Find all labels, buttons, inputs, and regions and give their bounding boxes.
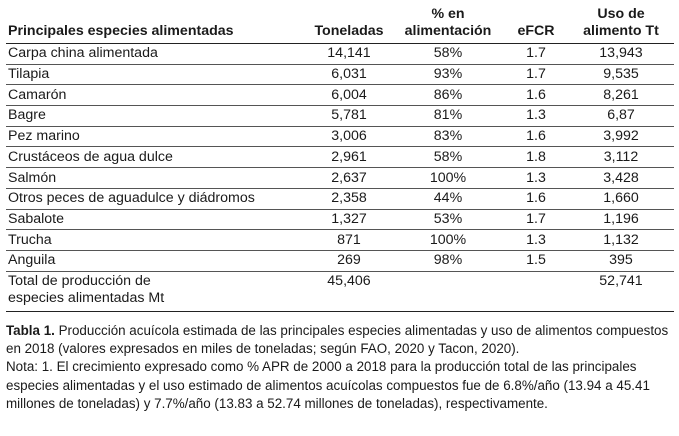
caption-main <box>6 322 674 358</box>
header-tons: Toneladas <box>306 6 392 44</box>
cell-species: Sabalote <box>6 209 306 230</box>
cell-pct-feed: 58% <box>392 147 504 168</box>
cell-tons: 269 <box>306 250 392 271</box>
cell-pct-feed: 53% <box>392 209 504 230</box>
cell-feed-use: 1,196 <box>568 209 674 230</box>
table-row <box>6 126 674 147</box>
cell-efcr: 1.3 <box>504 106 568 127</box>
cell-tons: 6,004 <box>306 85 392 106</box>
cell-species: Trucha <box>6 230 306 251</box>
cell-efcr: 1.3 <box>504 168 568 189</box>
table-row <box>6 188 674 209</box>
total-row <box>6 271 674 311</box>
cell-feed-use: 6,87 <box>568 106 674 127</box>
cell-feed-use: 3,428 <box>568 168 674 189</box>
header-efcr: eFCR <box>504 6 568 44</box>
cell-species: Salmón <box>6 168 306 189</box>
cell-tons: 3,006 <box>306 126 392 147</box>
header-row <box>6 6 674 44</box>
cell-feed-use: 3,992 <box>568 126 674 147</box>
cell-pct-feed: 83% <box>392 126 504 147</box>
header-species: Principales especies alimentadas <box>6 6 306 44</box>
cell-species: Tilapia <box>6 64 306 85</box>
cell-species: Bagre <box>6 106 306 127</box>
cell-tons: 2,637 <box>306 168 392 189</box>
cell-feed-use: 3,112 <box>568 147 674 168</box>
cell-efcr: 1.6 <box>504 126 568 147</box>
cell-feed-use: 8,261 <box>568 85 674 106</box>
cell-species: Otros peces de aguadulce y diádromos <box>6 188 306 209</box>
header-feed-use: Uso de alimento Tt <box>568 6 674 44</box>
table-row <box>6 230 674 251</box>
cell-species: Pez marino <box>6 126 306 147</box>
header-pct-feed: % en alimentación <box>392 6 504 44</box>
cell-efcr: 1.6 <box>504 85 568 106</box>
table-row <box>6 64 674 85</box>
total-label: Total de producción de especies alimentadas Mt <box>6 271 306 311</box>
cell-species: Anguila <box>6 250 306 271</box>
cell-pct-feed: 81% <box>392 106 504 127</box>
table-row <box>6 209 674 230</box>
cell-efcr: 1.3 <box>504 230 568 251</box>
cell-tons: 5,781 <box>306 106 392 127</box>
cell-efcr: 1.8 <box>504 147 568 168</box>
caption-text: Producción acuícola estimada de las principales especies alimentadas y uso de alimentos compuestos en 2018 (valores expresados en miles de toneladas; según FAO, 2020 y Tacon, 2020). <box>6 323 669 357</box>
cell-efcr: 1.7 <box>504 64 568 85</box>
cell-pct-feed: 44% <box>392 188 504 209</box>
table-row <box>6 168 674 189</box>
cell-tons: 2,961 <box>306 147 392 168</box>
cell-pct-feed: 100% <box>392 230 504 251</box>
cell-species: Camarón <box>6 85 306 106</box>
total-pct <box>392 271 504 311</box>
cell-feed-use: 13,943 <box>568 44 674 65</box>
cell-feed-use: 1,132 <box>568 230 674 251</box>
cell-tons: 871 <box>306 230 392 251</box>
caption-note: Nota: 1. El crecimiento expresado como % APR de 2000 a 2018 para la producción total de las principales especies alimentadas y el uso estimado de alimentos acuícolas compuestos fue de 6.8%/año (13.94 a 45.41 millones de toneladas) y 7.7%/año (13.83 a 52.74 millones de toneladas), respectivamente. <box>6 359 650 411</box>
cell-feed-use: 9,535 <box>568 64 674 85</box>
table-row <box>6 250 674 271</box>
cell-pct-feed: 98% <box>392 250 504 271</box>
total-feed-use: 52,741 <box>568 271 674 311</box>
table-row <box>6 106 674 127</box>
total-tons: 45,406 <box>306 271 392 311</box>
cell-efcr: 1.7 <box>504 44 568 65</box>
cell-pct-feed: 100% <box>392 168 504 189</box>
total-efcr <box>504 271 568 311</box>
cell-efcr: 1.5 <box>504 250 568 271</box>
cell-pct-feed: 58% <box>392 44 504 65</box>
caption-label: Tabla 1. <box>6 323 55 338</box>
cell-species: Carpa china alimentada <box>6 44 306 65</box>
feed-species-table <box>6 6 674 312</box>
cell-species: Crustáceos de agua dulce <box>6 147 306 168</box>
cell-tons: 2,358 <box>306 188 392 209</box>
cell-pct-feed: 86% <box>392 85 504 106</box>
cell-tons: 14,141 <box>306 44 392 65</box>
cell-efcr: 1.6 <box>504 188 568 209</box>
cell-feed-use: 1,660 <box>568 188 674 209</box>
table-row <box>6 85 674 106</box>
cell-efcr: 1.7 <box>504 209 568 230</box>
table-caption <box>6 322 674 413</box>
cell-feed-use: 395 <box>568 250 674 271</box>
table-row <box>6 44 674 65</box>
cell-tons: 6,031 <box>306 64 392 85</box>
cell-tons: 1,327 <box>306 209 392 230</box>
cell-pct-feed: 93% <box>392 64 504 85</box>
table-row <box>6 147 674 168</box>
